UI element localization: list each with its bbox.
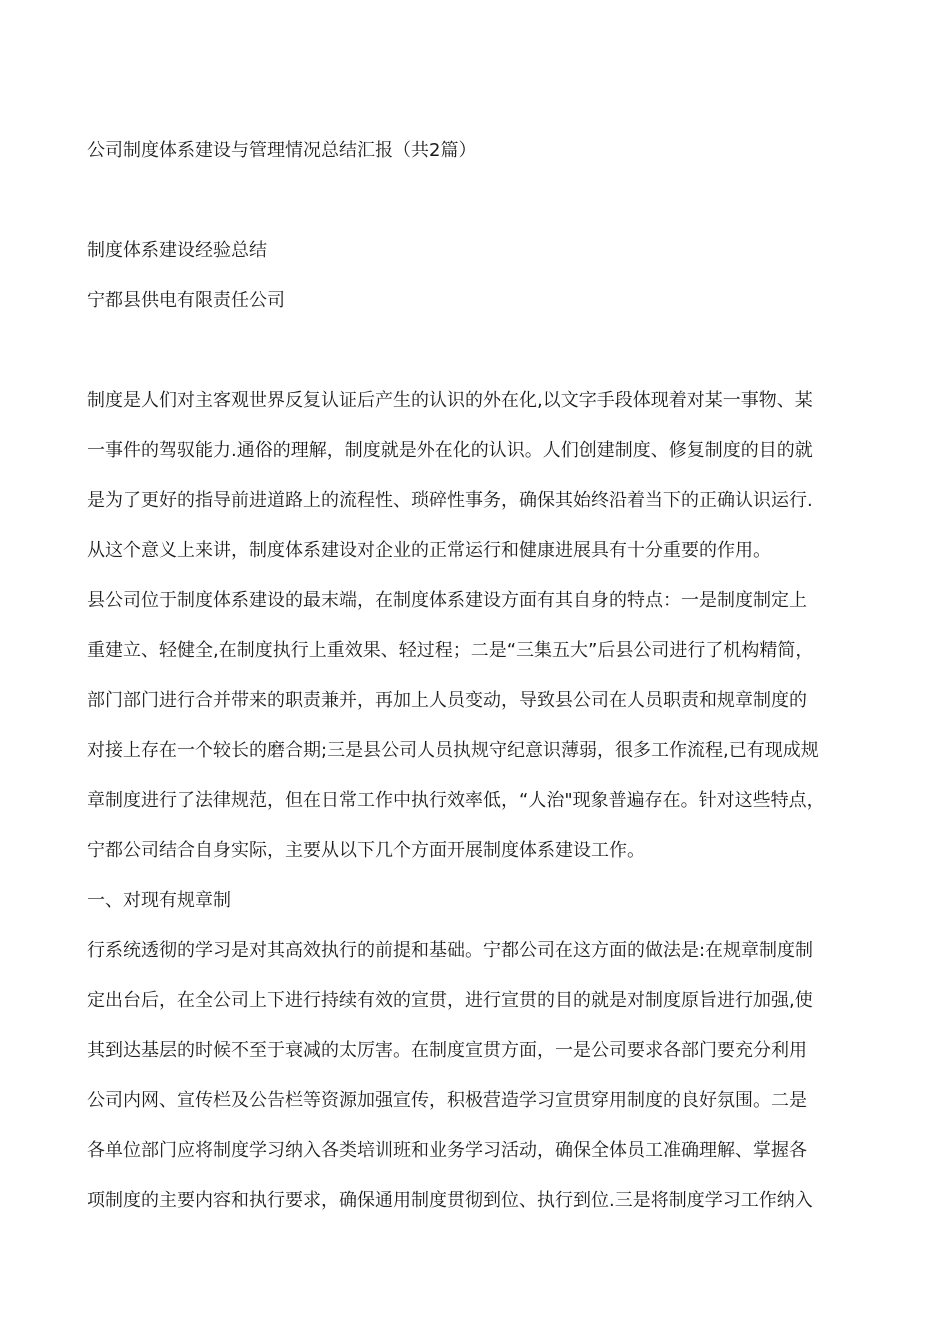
body-line: 行系统透彻的学习是对其高效执行的前提和基础。宁都公司在这方面的做法是:在规章制度制 xyxy=(87,940,814,961)
body-line: 从这个意义上来讲，制度体系建设对企业的正常运行和健康进展具有十分重要的作用。 xyxy=(87,540,771,561)
body-line: 章制度进行了法律规范，但在日常工作中执行效率低，“人治"现象普遍存在。针对这些特点， xyxy=(87,790,825,811)
organization-name: 宁都县供电有限责任公司 xyxy=(87,290,285,311)
body-line: 宁都公司结合自身实际，主要从以下几个方面开展制度体系建设工作。 xyxy=(87,840,645,861)
body-line: 各单位部门应将制度学习纳入各类培训班和业务学习活动，确保全体员工准确理解、掌握各 xyxy=(87,1140,807,1161)
body-line: 定出台后，在全公司上下进行持续有效的宣贯，进行宣贯的目的就是对制度原旨进行加强,使 xyxy=(87,990,813,1011)
body-line: 县公司位于制度体系建设的最末端，在制度体系建设方面有其自身的特点：一是制度制定上 xyxy=(87,590,807,611)
section-heading: 一、对现有规章制 xyxy=(87,890,231,911)
body-line: 公司内网、宣传栏及公告栏等资源加强宣传，积极营造学习宣贯穿用制度的良好氛围。二是 xyxy=(87,1090,807,1111)
body-line: 是为了更好的指导前进道路上的流程性、琐碎性事务，确保其始终沿着当下的正确认识运行. xyxy=(87,490,813,511)
body-line: 项制度的主要内容和执行要求，确保通用制度贯彻到位、执行到位.三是将制度学习工作纳入 xyxy=(87,1190,813,1211)
document-title: 公司制度体系建设与管理情况总结汇报（共2篇） xyxy=(87,140,477,161)
body-line: 部门部门进行合并带来的职责兼并，再加上人员变动，导致县公司在人员职责和规章制度的 xyxy=(87,690,807,711)
document-subtitle: 制度体系建设经验总结 xyxy=(87,240,267,261)
body-line: 对接上存在一个较长的磨合期;三是县公司人员执规守纪意识薄弱，很多工作流程,已有现成规 xyxy=(87,740,819,761)
body-line: 一事件的驾驭能力.通俗的理解，制度就是外在化的认识。人们创建制度、修复制度的目的就 xyxy=(87,440,813,461)
body-line: 重建立、轻健全,在制度执行上重效果、轻过程；二是“三集五大”后县公司进行了机构精简， xyxy=(87,640,814,661)
body-line: 其到达基层的时候不至于衰减的太厉害。在制度宣贯方面，一是公司要求各部门要充分利用 xyxy=(87,1040,807,1061)
body-line: 制度是人们对主客观世界反复认证后产生的认识的外在化,以文字手段体现着对某一事物、某 xyxy=(87,390,813,411)
